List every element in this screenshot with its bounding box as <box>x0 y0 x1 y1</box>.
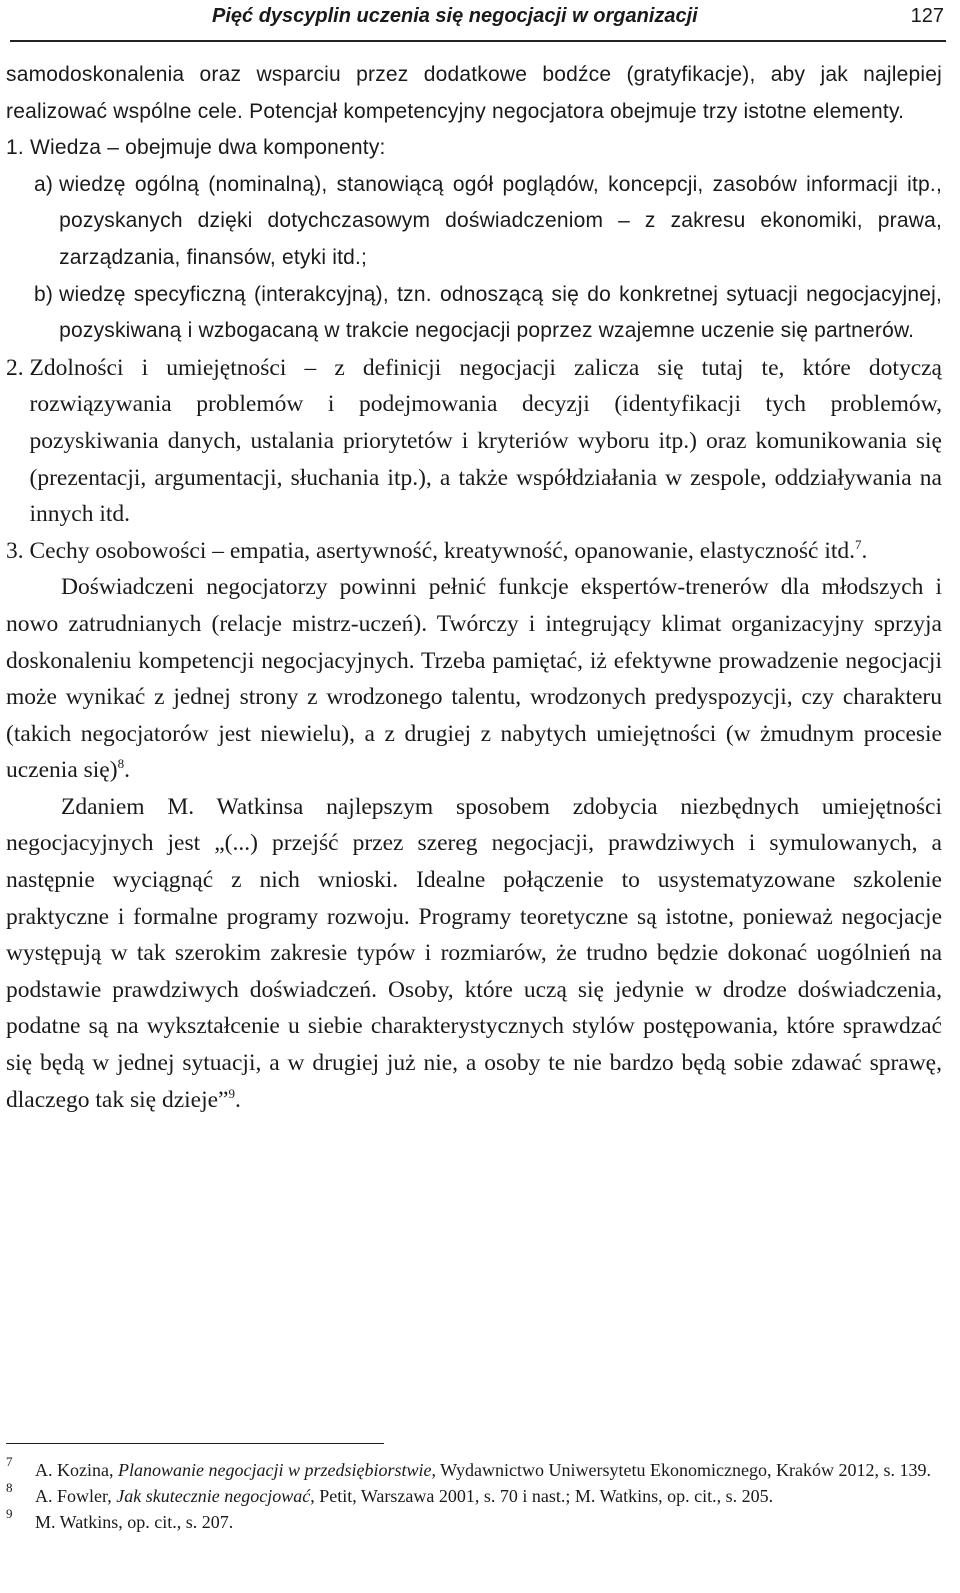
list-item-1 <box>6 130 942 167</box>
running-title: Pięć dyscyplin uczenia się negocjacji w organizacji <box>212 5 698 27</box>
footnote-number: 7 <box>6 1454 13 1469</box>
footnote-details: , Petit, Warszawa 2001, s. 70 i nast.; M. Watkins, op. cit., s. 205. <box>310 1486 774 1506</box>
intro-paragraph: samodoskonalenia oraz wsparciu przez dodatkowe bodźce (gratyfikacje), aby jak najlepiej realizować wspólne cele. Potencjał kompetencyjny negocjatora obejmuje trzy istotne elementy. <box>6 63 942 123</box>
list-item-2-text: Zdolności i umiejętności – z definicji negocjacji zalicza się tutaj te, które dotyczą rozwiązywania problemów i podejmowania decyzji (identyfikacji tych problemów, pozyskiwania danych, ustalania priorytetów i kryteriów wyboru itp.) oraz komunikowania się (prezentacji, argumentacji, słuchania itp.), a także współdziałania w zespole, oddziaływania na innych itd. <box>29 354 942 528</box>
sub-item-a-label: a) <box>34 172 60 196</box>
footnote-number: 8 <box>6 1480 13 1495</box>
footnote-number: 9 <box>6 1506 13 1521</box>
sub-item-a <box>6 167 942 277</box>
footnote-7 <box>6 1454 942 1483</box>
sub-item-a-text: wiedzę ogólną (nominalną), stanowiącą ogół poglądów, koncepcji, zasobów informacji itp., pozyskanych dzięki dotychczasowym doświadczeniom – z zakresu ekonomiki, prawa, zarządzania, finansów, etyki itd.; <box>59 172 942 269</box>
footnotes <box>6 1454 942 1535</box>
list-item-1-text: Wiedza – obejmuje dwa komponenty: <box>29 136 386 160</box>
page-number: 127 <box>910 5 944 27</box>
list-item-2 <box>6 350 942 533</box>
footnote-author: A. Kozina, <box>35 1460 118 1480</box>
sub-item-b-label: b) <box>34 282 60 306</box>
footnote-ref-8: 8 <box>117 756 125 772</box>
footnote-author: A. Fowler, <box>35 1486 117 1506</box>
paragraph-experts-text: Doświadczeni negocjatorzy powinni pełnić funkcje ekspertów-trenerów dla młodszych i nowo zatrudnianych (relacje mistrz-uczeń). Twórczy i integrujący klimat organizacyjny sprzyja doskonaleniu kompetencji negocjacyjnych. Trzeba pamiętać, iż efektywne prowadzenie negocjacji może wynikać z jednej strony z wrodzonego talentu, wrodzonych predyspozycji, czy charakteru (takich negocjatorów jest niewielu), a z drugiej z nabytych umiejętności (w żmudnym procesie uczenia się) <box>6 574 942 784</box>
footnote-separator <box>6 1443 384 1444</box>
list-item-3 <box>6 533 942 570</box>
footnote-details: , Wydawnictwo Uniwersytetu Ekonomicznego, Kraków 2012, s. 139. <box>431 1460 931 1480</box>
main-text <box>6 57 942 1118</box>
footnote-title: Planowanie negocjacji w przedsiębiorstwie <box>117 1460 432 1480</box>
paragraph-watkins-end: . <box>234 1086 241 1113</box>
list-item-2-number: 2. <box>6 354 30 381</box>
paragraph-experts-end: . <box>124 757 130 784</box>
paragraph-experts <box>6 569 942 789</box>
running-header <box>10 0 946 42</box>
list-item-3-end: . <box>861 537 868 564</box>
footnote-author: M. Watkins, op. cit., s. 207. <box>35 1512 234 1532</box>
footnote-ref-7: 7 <box>855 536 862 552</box>
sub-item-b-text: wiedzę specyficzną (interakcyjną), tzn. odnoszącą się do konkretnej sytuacji negocjacyjnej, pozyskiwaną i wzbogacaną w trakcie negocjacji poprzez wzajemne uczenie się partnerów. <box>59 282 942 343</box>
paragraph-watkins <box>6 789 942 1118</box>
footnote-ref-9: 9 <box>228 1085 235 1101</box>
sub-item-b <box>6 277 942 350</box>
list-item-3-number: 3. <box>6 537 30 564</box>
list-item-1-number: 1. <box>6 136 30 160</box>
footnote-text <box>35 1509 942 1535</box>
footnote-text <box>35 1457 942 1483</box>
footnote-9 <box>6 1506 942 1535</box>
footnote-title: Jak skutecznie negocjować <box>116 1486 311 1506</box>
list-item-3-text: Cechy osobowości – empatia, asertywność, kreatywność, opanowanie, elastyczność itd. <box>29 537 856 564</box>
footnote-8 <box>6 1480 942 1509</box>
list-item-3-body <box>30 533 943 570</box>
footnote-text <box>35 1483 942 1509</box>
paragraph-watkins-text: Zdaniem M. Watkinsa najlepszym sposobem zdobycia niezbędnych umiejętności negocjacyjnych jest „(...) przejść przez szereg negocjacji, prawdziwych i symulowanych, a następnie wyciągnąć z nich wnioski. Idealne połączenie to usystematyzowane szkolenie praktyczne i formalne programy rozwoju. Programy teoretyczne są istotne, ponieważ negocjacje występują w tak szerokim zakresie typów i rozmiarów, że trudno będzie dokonać uogólnień na podstawie prawdziwych doświadczeń. Osoby, które uczą się jedynie w drodze doświadczenia, podatne są na wykształcenie u siebie charakterystycznych stylów postępowania, które sprawdzać się będą w jednej sytuacji, a w drugiej już nie, a osoby te nie bardzo będą sobie zdawać sprawę, dlaczego tak się dzieje” <box>6 793 942 1113</box>
